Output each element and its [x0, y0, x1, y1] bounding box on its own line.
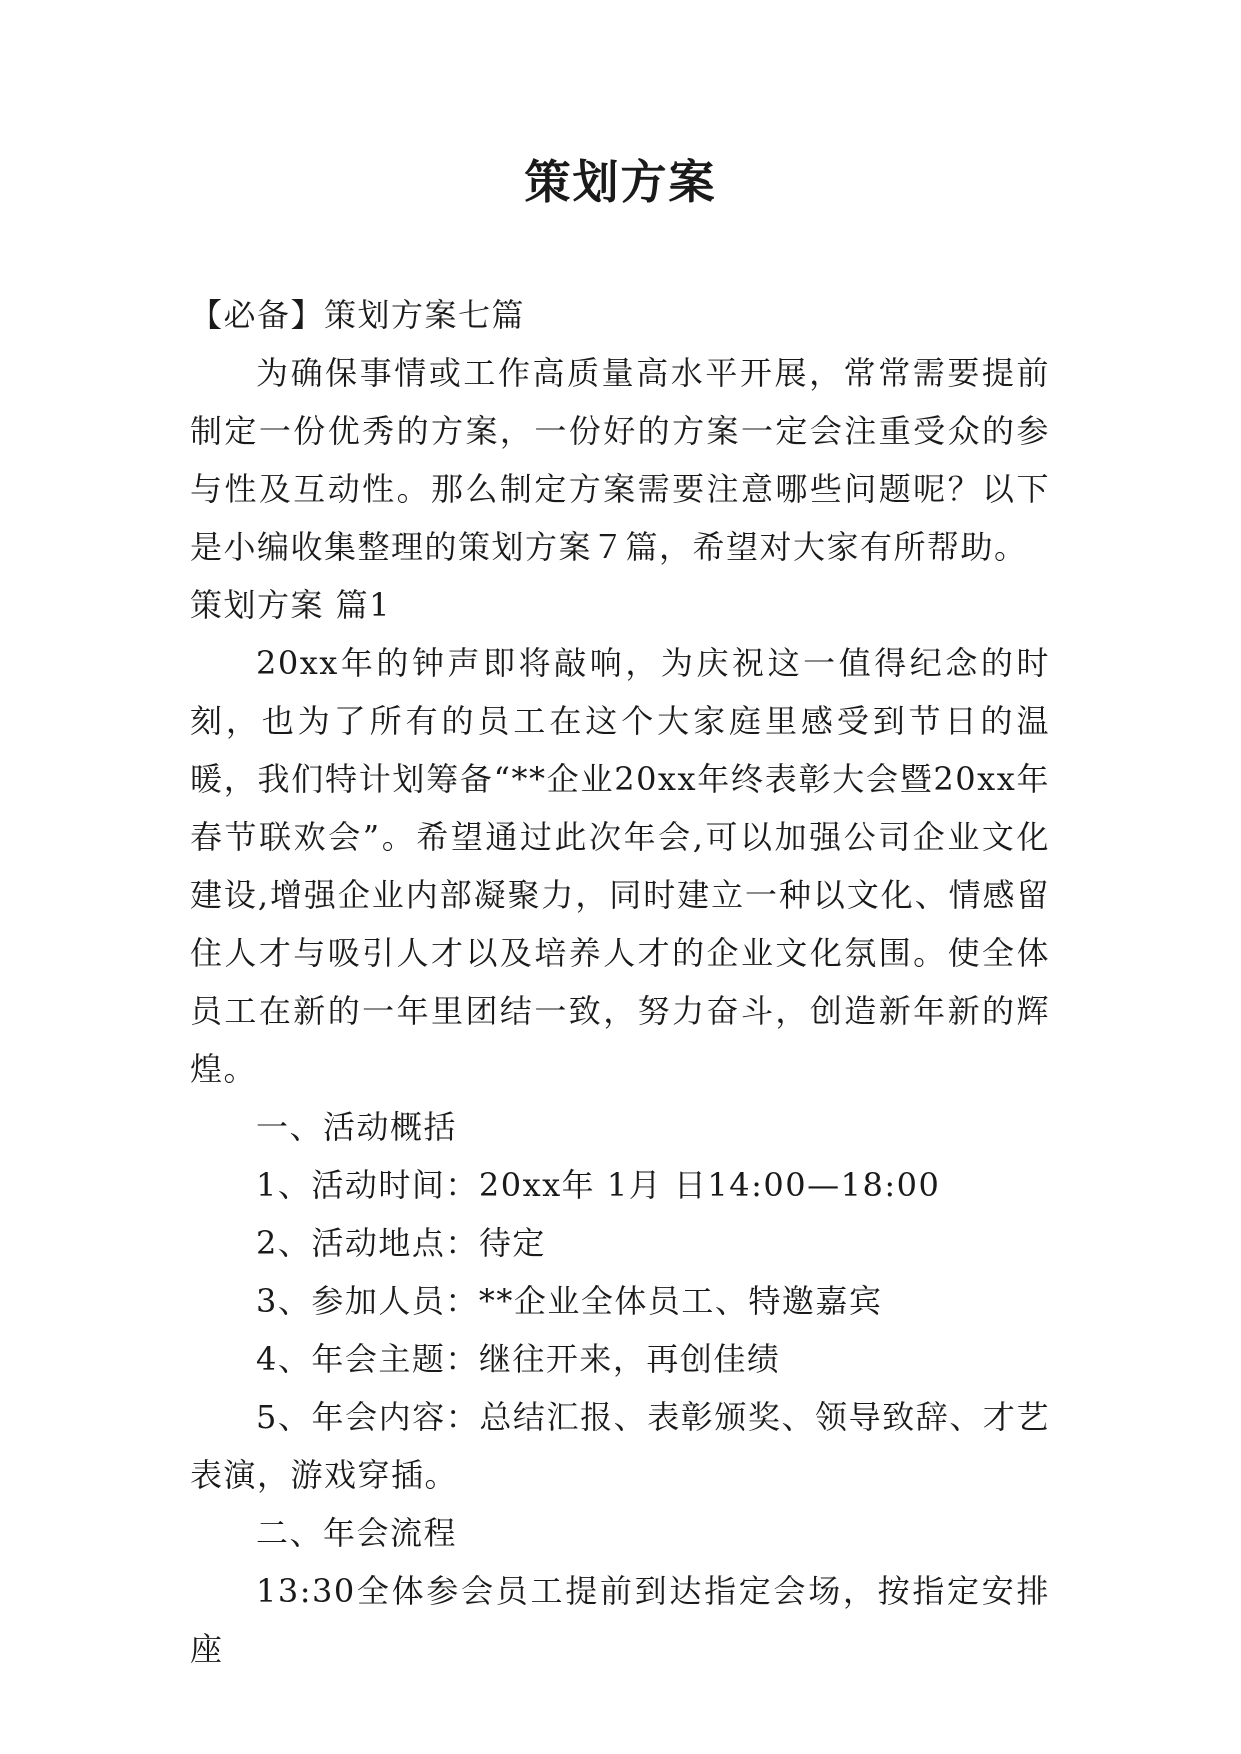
section-heading: 策划方案 篇1 — [190, 586, 392, 624]
body-paragraph: 13:30全体参会员工提前到达指定会场，按指定安排座 — [190, 1572, 1050, 1668]
document-body — [190, 286, 1050, 1678]
list-item: 4、年会主题：继往开来，再创佳绩 — [256, 1340, 781, 1378]
outline-heading: 二、年会流程 — [256, 1514, 458, 1552]
outline-heading: 一、活动概括 — [256, 1108, 458, 1146]
list-item: 3、参加人员：**企业全体员工、特邀嘉宾 — [256, 1282, 883, 1320]
list-item: 1、活动时间：20xx年 1月 日14:00—18:00 — [256, 1166, 941, 1204]
body-paragraph: 20xx年的钟声即将敲响，为庆祝这一值得纪念的时刻，也为了所有的员工在这个大家庭里感受到节日的温暖，我们特计划筹备“**企业20xx年终表彰大会暨20xx年春节联欢会”。希望通过此次年会,可以加强公司企业文化建设,增强企业内部凝聚力，同时建立一种以文化、情感留住人才与吸引人才以及培养人才的企业文化氛围。使全体员工在新的一年里团结一致，努力奋斗，创造新年新的辉煌。 — [190, 644, 1050, 1088]
heading-line: 【必备】策划方案七篇 — [190, 296, 526, 334]
intro-paragraph: 为确保事情或工作高质量高水平开展，常常需要提前制定一份优秀的方案，一份好的方案一定会注重受众的参与性及互动性。那么制定方案需要注意哪些问题呢？以下是小编收集整理的策划方案７篇，希望对大家有所帮助。 — [190, 354, 1050, 566]
list-item: 2、活动地点：待定 — [256, 1224, 546, 1262]
document-title: 策划方案 — [524, 155, 717, 209]
list-item: 5、年会内容：总结汇报、表彰颁奖、领导致辞、才艺表演，游戏穿插。 — [190, 1398, 1050, 1494]
